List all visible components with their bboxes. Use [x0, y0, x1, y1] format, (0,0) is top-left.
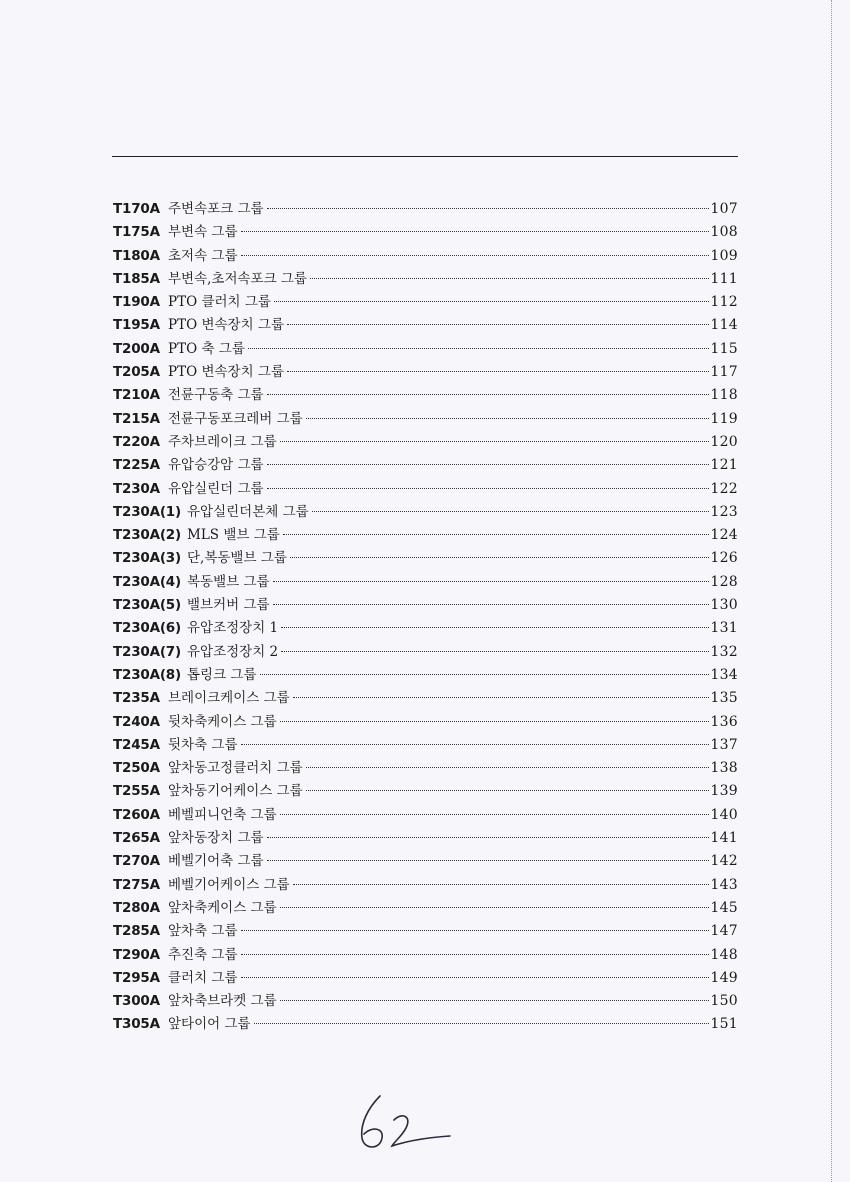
dot-leader — [274, 301, 709, 302]
toc-entry-title: 톱링크 그룹 — [187, 666, 257, 683]
dot-leader — [280, 441, 710, 442]
dot-leader — [241, 954, 710, 955]
dot-leader — [248, 348, 710, 349]
toc-entry-title: 추진축 그룹 — [168, 946, 238, 963]
toc-entry-code: T210A — [113, 387, 160, 404]
toc-entry-title: 앞차축케이스 그룹 — [168, 899, 277, 916]
toc-entry-page-number: 121 — [710, 457, 738, 474]
toc-entry-code: T180A — [113, 247, 160, 264]
toc-entry-code: T245A — [113, 736, 160, 753]
toc-entry-page-number: 143 — [710, 876, 738, 893]
toc-entry-title: 베벨피니언축 그룹 — [168, 806, 277, 823]
toc-entry-title: 베벨기어케이스 그룹 — [168, 876, 290, 893]
toc-entry — [113, 547, 738, 570]
dot-leader — [283, 534, 710, 535]
toc-entry-title: PTO 축 그룹 — [168, 340, 245, 357]
toc-entry — [113, 711, 738, 734]
dot-leader — [241, 255, 710, 256]
toc-entry-page-number: 117 — [710, 364, 738, 381]
toc-entry — [113, 617, 738, 640]
toc-entry-code: T255A — [113, 783, 160, 800]
toc-entry-title: 뒷차축 그룹 — [168, 736, 238, 753]
dot-leader — [241, 977, 710, 978]
toc-entry — [113, 734, 738, 757]
toc-entry — [113, 874, 738, 897]
toc-entry-code: T265A — [113, 830, 160, 847]
toc-entry-code: T280A — [113, 899, 160, 916]
toc-entry-code: T230A(8) — [113, 666, 181, 683]
toc-entry-code: T175A — [113, 224, 160, 241]
toc-entry — [113, 501, 738, 524]
toc-entry-title: 유압조정장치 1 — [187, 620, 279, 637]
toc-entry — [113, 641, 738, 664]
toc-entry-code: T225A — [113, 457, 160, 474]
dot-leader — [267, 488, 710, 489]
toc-entry — [113, 780, 738, 803]
toc-entry-title: 주차브레이크 그룹 — [168, 433, 277, 450]
toc-entry — [113, 594, 738, 617]
toc-entry-page-number: 137 — [710, 736, 738, 753]
page-edge-line — [830, 0, 832, 1182]
toc-entry — [113, 245, 738, 268]
toc-entry-code: T230A(4) — [113, 573, 181, 590]
toc-entry-page-number: 131 — [710, 620, 738, 637]
dot-leader — [241, 744, 710, 745]
toc-entry-title: PTO 변속장치 그룹 — [168, 364, 284, 381]
toc-entry-title: 뒷차축케이스 그룹 — [168, 713, 277, 730]
dot-leader — [293, 697, 710, 698]
table-of-contents — [113, 198, 738, 1037]
toc-entry-page-number: 149 — [710, 969, 738, 986]
dot-leader — [254, 1023, 710, 1024]
toc-entry-title: 앞차축 그룹 — [168, 923, 238, 940]
toc-entry-code: T190A — [113, 294, 160, 311]
toc-entry-code: T230A(5) — [113, 597, 181, 614]
toc-entry-title: 복동밸브 그룹 — [187, 573, 270, 590]
dot-leader — [260, 674, 710, 675]
toc-entry-code: T205A — [113, 364, 160, 381]
dot-leader — [281, 651, 709, 652]
toc-entry-page-number: 115 — [710, 340, 738, 357]
dot-leader — [267, 208, 710, 209]
toc-entry-code: T230A(7) — [113, 643, 181, 660]
toc-entry-title: 유압실린더본체 그룹 — [187, 503, 309, 520]
dot-leader — [287, 371, 709, 372]
toc-entry-code: T215A — [113, 410, 160, 427]
toc-entry-title: 주변속포크 그룹 — [168, 201, 264, 217]
toc-entry-title: 초저속 그룹 — [168, 247, 238, 264]
toc-entry-page-number: 114 — [710, 317, 738, 334]
toc-entry — [113, 314, 738, 337]
toc-entry — [113, 338, 738, 361]
toc-entry — [113, 291, 738, 314]
toc-entry-title: 앞차동기어케이스 그룹 — [168, 783, 303, 800]
toc-entry-code: T270A — [113, 853, 160, 870]
toc-entry-code: T185A — [113, 270, 160, 287]
handwritten-page-number-62 — [350, 1090, 460, 1160]
toc-entry-page-number: 132 — [710, 643, 738, 660]
toc-entry-page-number: 148 — [710, 946, 738, 963]
toc-entry — [113, 198, 738, 221]
dot-leader — [293, 884, 710, 885]
toc-entry-title: PTO 변속장치 그룹 — [168, 317, 284, 334]
toc-entry-title: PTO 클러치 그룹 — [168, 294, 271, 311]
toc-entry-title: 앞차동고정클러치 그룹 — [168, 760, 303, 777]
toc-entry-page-number: 108 — [710, 224, 738, 241]
dot-leader — [281, 627, 709, 628]
toc-entry-title: 유압실린더 그룹 — [168, 480, 264, 497]
dot-leader — [267, 837, 710, 838]
toc-entry-title: 밸브커버 그룹 — [187, 597, 270, 614]
toc-entry — [113, 804, 738, 827]
dot-leader — [287, 324, 709, 325]
toc-entry-page-number: 128 — [710, 573, 738, 590]
toc-entry — [113, 408, 738, 431]
toc-entry-page-number: 141 — [710, 830, 738, 847]
dot-leader — [306, 790, 710, 791]
toc-entry-code: T305A — [113, 1016, 160, 1033]
toc-entry — [113, 757, 738, 780]
toc-entry-page-number: 122 — [710, 480, 738, 497]
toc-entry-code: T295A — [113, 969, 160, 986]
toc-entry-page-number: 120 — [710, 433, 738, 450]
toc-entry-page-number: 112 — [710, 294, 738, 311]
toc-entry — [113, 361, 738, 384]
toc-entry — [113, 454, 738, 477]
toc-entry-title: 클러치 그룹 — [168, 969, 238, 986]
dot-leader — [241, 930, 710, 931]
toc-entry — [113, 827, 738, 850]
dot-leader — [280, 721, 710, 722]
toc-entry-code: T240A — [113, 713, 160, 730]
toc-entry-page-number: 111 — [710, 270, 738, 287]
toc-entry — [113, 1013, 738, 1036]
toc-entry-page-number: 130 — [710, 597, 738, 614]
toc-entry-code: T220A — [113, 433, 160, 450]
toc-entry-title: 부변속 그룹 — [168, 224, 238, 241]
dot-leader — [306, 418, 710, 419]
toc-entry-page-number: 139 — [710, 783, 738, 800]
dot-leader — [273, 581, 710, 582]
toc-entry-page-number: 118 — [710, 387, 738, 404]
toc-entry-code: T260A — [113, 806, 160, 823]
toc-entry — [113, 571, 738, 594]
toc-entry — [113, 268, 738, 291]
toc-entry — [113, 431, 738, 454]
toc-entry-title: 부변속,초저속포크 그룹 — [168, 270, 307, 287]
toc-entry-title: MLS 밸브 그룹 — [187, 527, 280, 544]
toc-entry-code: T300A — [113, 993, 160, 1010]
toc-entry-title: 전륜구동포크레버 그룹 — [168, 410, 303, 427]
toc-entry-code: T235A — [113, 690, 160, 707]
toc-entry — [113, 897, 738, 920]
toc-entry-code: T195A — [113, 317, 160, 334]
toc-entry-code: T230A(3) — [113, 550, 181, 567]
toc-entry-code: T230A — [113, 480, 160, 497]
toc-entry-page-number: 126 — [710, 550, 738, 567]
toc-entry — [113, 478, 738, 501]
toc-entry-page-number: 109 — [710, 247, 738, 264]
toc-entry — [113, 944, 738, 967]
toc-entry-page-number: 136 — [710, 713, 738, 730]
dot-leader — [290, 557, 710, 558]
toc-entry-page-number: 140 — [710, 806, 738, 823]
toc-entry-title: 유압조정장치 2 — [187, 643, 279, 660]
dot-leader — [310, 278, 709, 279]
dot-leader — [273, 604, 710, 605]
toc-entry-title: 앞차축브라켓 그룹 — [168, 993, 277, 1010]
toc-entry-code: T200A — [113, 340, 160, 357]
toc-entry-page-number: 119 — [710, 410, 738, 427]
toc-entry-title: 브레이크케이스 그룹 — [168, 690, 290, 707]
toc-entry-code: T290A — [113, 946, 160, 963]
dot-leader — [241, 231, 710, 232]
dot-leader — [280, 1000, 710, 1001]
toc-entry — [113, 990, 738, 1013]
toc-entry — [113, 967, 738, 990]
toc-entry — [113, 221, 738, 244]
dot-leader — [280, 907, 710, 908]
toc-entry-page-number: 135 — [710, 690, 738, 707]
toc-entry-page-number: 138 — [710, 760, 738, 777]
toc-entry-code: T170A — [113, 201, 160, 217]
toc-entry — [113, 920, 738, 943]
toc-entry-code: T230A(1) — [113, 503, 181, 520]
toc-entry — [113, 524, 738, 547]
dot-leader — [280, 814, 710, 815]
toc-entry-page-number: 134 — [710, 666, 738, 683]
toc-entry-page-number: 147 — [710, 923, 738, 940]
toc-entry — [113, 850, 738, 873]
toc-entry-title: 앞타이어 그룹 — [168, 1016, 251, 1033]
dot-leader — [267, 464, 710, 465]
toc-entry-code: T250A — [113, 760, 160, 777]
toc-entry-page-number: 107 — [710, 201, 738, 217]
toc-entry — [113, 384, 738, 407]
toc-entry-page-number: 142 — [710, 853, 738, 870]
toc-entry-page-number: 124 — [710, 527, 738, 544]
toc-entry-page-number: 151 — [710, 1016, 738, 1033]
dot-leader — [312, 511, 710, 512]
toc-entry-code: T275A — [113, 876, 160, 893]
dot-leader — [267, 394, 710, 395]
toc-entry-title: 전륜구동축 그룹 — [168, 387, 264, 404]
toc-entry-title: 단,복동밸브 그룹 — [187, 550, 287, 567]
header-rule — [112, 156, 738, 157]
toc-entry-code: T230A(6) — [113, 620, 181, 637]
toc-entry — [113, 687, 738, 710]
toc-entry-title: 앞차동장치 그룹 — [168, 830, 264, 847]
toc-entry-code: T285A — [113, 923, 160, 940]
toc-entry-page-number: 150 — [710, 993, 738, 1010]
toc-entry-title: 유압승강암 그룹 — [168, 457, 264, 474]
toc-entry-page-number: 123 — [710, 503, 738, 520]
toc-entry — [113, 664, 738, 687]
toc-entry-title: 베벨기어축 그룹 — [168, 853, 264, 870]
toc-entry-page-number: 145 — [710, 899, 738, 916]
dot-leader — [306, 767, 710, 768]
dot-leader — [267, 860, 710, 861]
toc-entry-code: T230A(2) — [113, 527, 181, 544]
